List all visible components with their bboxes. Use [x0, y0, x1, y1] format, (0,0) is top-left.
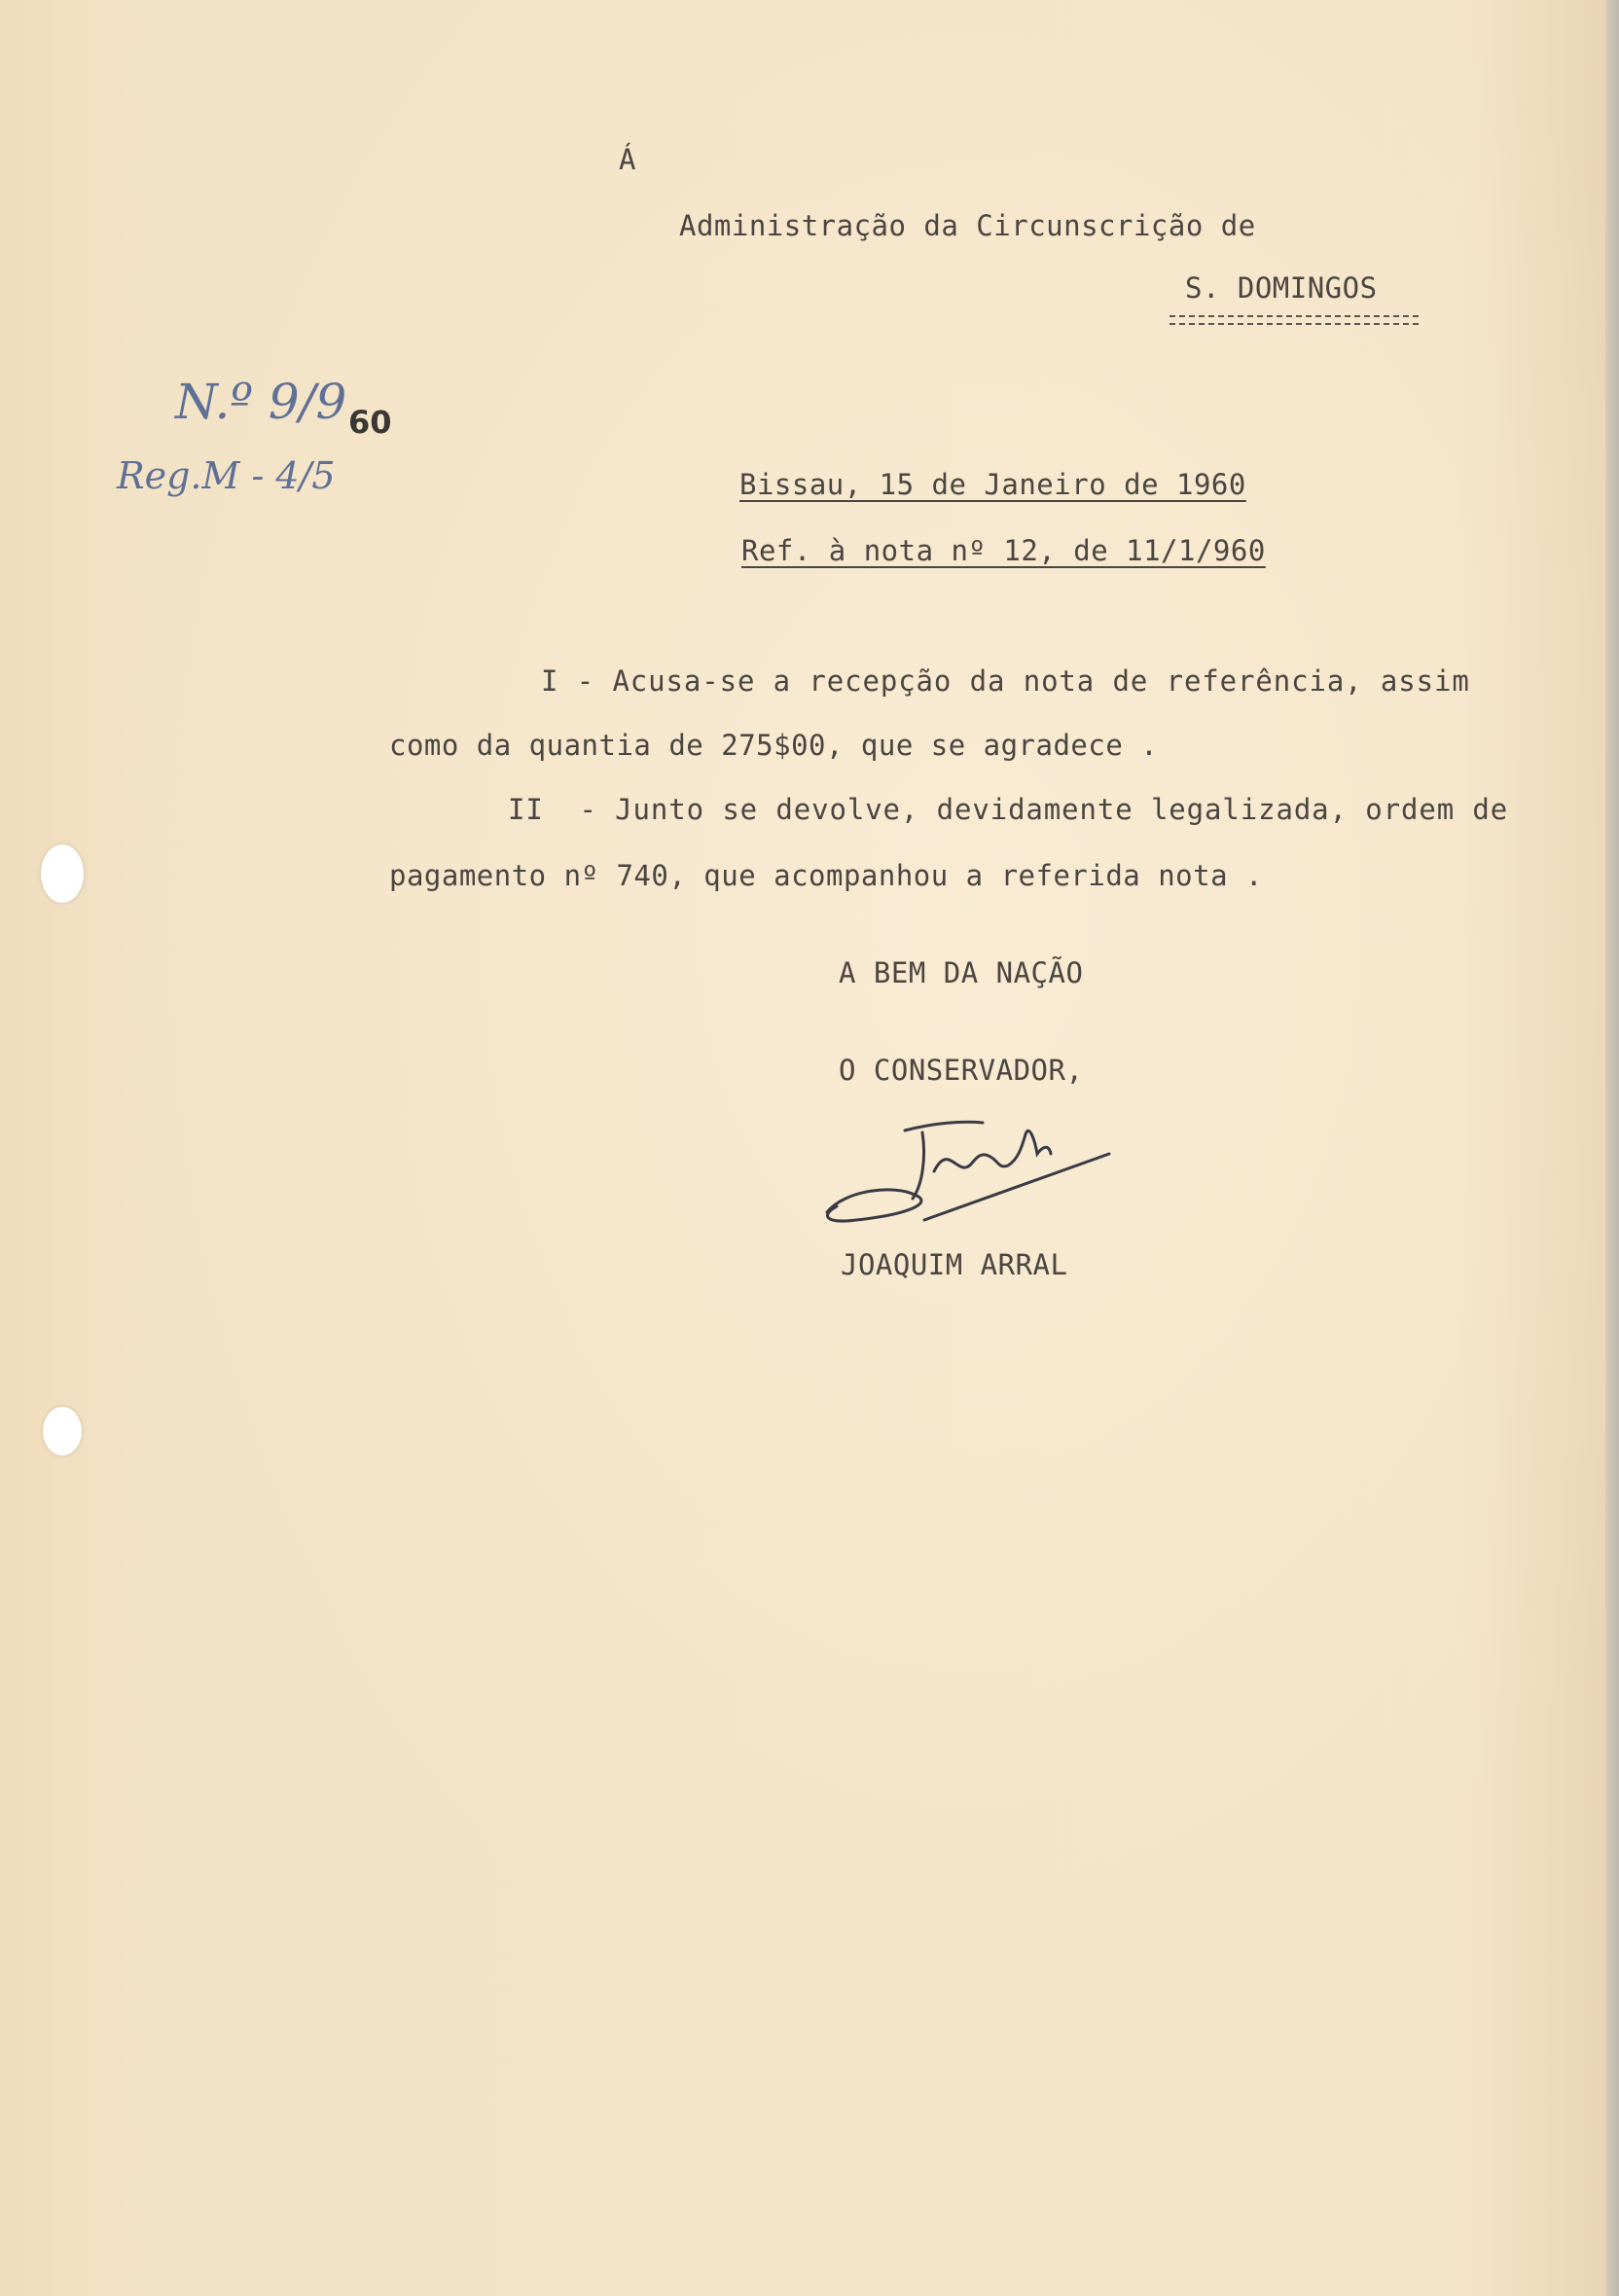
punch-hole-top: [41, 844, 84, 903]
signer-title: O CONSERVADOR,: [839, 1054, 1084, 1087]
handwritten-signature: [817, 1109, 1119, 1226]
handwritten-number: N.º 9/9: [175, 374, 347, 430]
reference: Ref. à nota nº 12, de 11/1/960: [741, 534, 1266, 567]
addressee-line2: S. DOMINGOS: [1185, 271, 1378, 305]
punch-hole-bottom: [43, 1407, 82, 1455]
paragraph-2-line-2: pagamento nº 740, que acompanhou a referida nota .: [389, 859, 1263, 892]
paper-edge: [1605, 0, 1619, 2296]
closing: A BEM DA NAÇÃO: [839, 956, 1084, 989]
paragraph-2-line-1: II - Junto se devolve, devidamente legalizada, ordem de: [508, 793, 1509, 826]
paragraph-1-line-1: I - Acusa-se a recepção da nota de referência, assim: [541, 664, 1470, 698]
handwritten-year: 60: [348, 404, 392, 441]
addressee-prefix: Á: [619, 143, 636, 176]
place-date: Bissau, 15 de Janeiro de 1960: [739, 468, 1246, 501]
double-underline: [1169, 315, 1419, 325]
signer-name: JOAQUIM ARRAL: [841, 1248, 1068, 1281]
addressee-line1: Administração da Circunscrição de: [679, 209, 1256, 242]
paragraph-1-line-2: como da quantia de 275$00, que se agradece .: [389, 729, 1159, 762]
handwritten-reg: Reg.M - 4/5: [117, 454, 336, 497]
